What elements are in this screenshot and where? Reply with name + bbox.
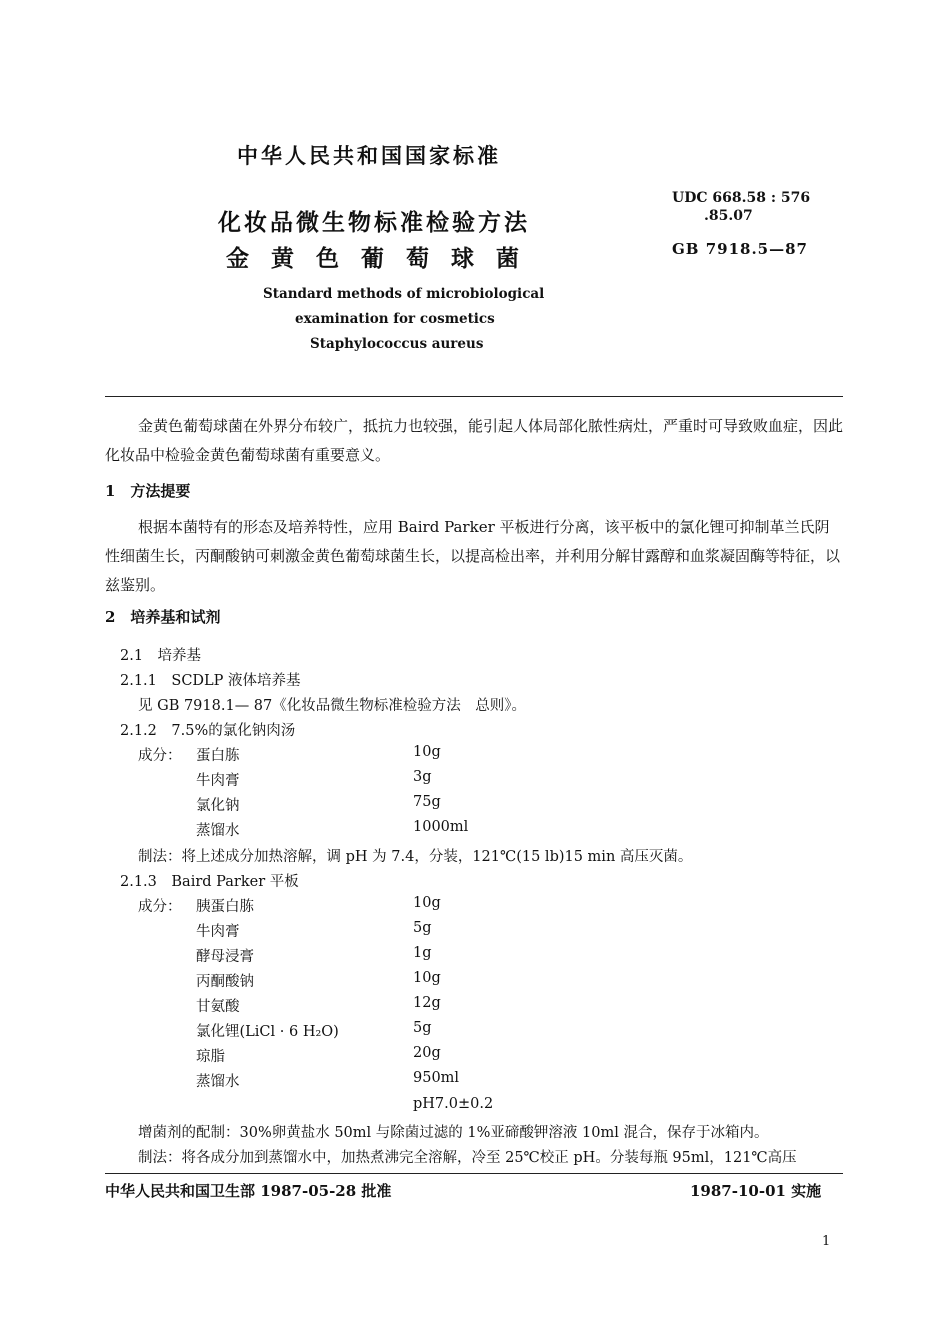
ingredient-name: 琼脂 [196,1049,225,1065]
page-number: 1 [822,1234,831,1249]
section-2-1-2-heading: 2.1.2 7.5%的氯化钠肉汤 [120,723,296,739]
english-title-line2: examination for cosmetics [295,311,495,327]
ingredient-amount: 10g [413,970,441,986]
ingredients-label: 成分： [138,748,182,764]
ingredients-label: 成分： [138,899,182,915]
ingredient-amount: 10g [413,895,441,911]
ingredient-name: 蛋白胨 [196,748,240,764]
section-2-1-heading: 2.1 培养基 [120,648,202,664]
ingredient-amount: 5g [413,920,432,936]
section-1-heading: 1 方法提要 [105,482,191,500]
ingredient-name: 丙酮酸钠 [196,974,254,990]
english-title-line1: Standard methods of microbiological [263,286,545,302]
gb-number: GB 7918.5—87 [672,240,808,258]
document-subtitle: 金 黄 色 葡 萄 球 菌 [226,246,527,272]
udc-code: UDC 668.58 : 576 [672,190,811,206]
preparation-method: 制法：将各成分加到蒸馏水中，加热煮沸完全溶解，冷至 25℃校正 pH。分装每瓶 95ml，121℃高压 [138,1150,797,1166]
ingredient-amount: 75g [413,794,441,810]
section-2-heading: 2 培养基和试剂 [105,608,221,626]
ph-value: pH7.0±0.2 [413,1096,494,1112]
document-title: 化妆品微生物标准检验方法 [218,210,530,236]
implementation-date: 1987-10-01 实施 [690,1182,822,1200]
footer-divider [105,1173,843,1174]
ingredient-name: 蒸馏水 [196,823,240,839]
preparation-method: 制法：将上述成分加热溶解，调 pH 为 7.4，分装，121℃(15 lb)15 min 高压灭菌。 [138,849,693,865]
section-2-1-1-text: 见 GB 7918.1— 87《化妆品微生物标准检验方法 总则》。 [138,698,527,714]
ingredient-name: 牛肉膏 [196,773,240,789]
ingredient-name: 氯化锂(LiCl · 6 H₂O) [196,1024,339,1040]
enrichment-preparation: 增菌剂的配制：30%卵黄盐水 50ml 与除菌过滤的 1%亚碲酸钾溶液 10ml 混合，保存于冰箱内。 [138,1125,769,1141]
section-2-1-1-heading: 2.1.1 SCDLP 液体培养基 [120,673,301,689]
ingredient-amount: 1000ml [413,819,469,835]
intro-paragraph: 金黄色葡萄球菌在外界分布较广，抵抗力也较强，能引起人体局部化脓性病灶，严重时可导致败血症，因此化妆品中检验金黄色葡萄球菌有重要意义。 [105,417,844,464]
ingredient-name: 氯化钠 [196,798,240,814]
ingredient-amount: 1g [413,945,432,961]
udc-code-cont: .85.07 [704,208,753,224]
ingredient-amount: 5g [413,1020,432,1036]
ingredient-amount: 10g [413,744,441,760]
ingredient-amount: 3g [413,769,432,785]
header-divider [105,396,843,397]
english-title-line3: Staphylococcus aureus [310,336,484,352]
section-1-text: 根据本菌特有的形态及培养特性，应用 Baird Parker 平板进行分离，该平板中的氯化锂可抑制革兰氏阴性细菌生长，丙酮酸钠可刺激金黄色葡萄球菌生长，以提高检出率，并利用分解甘露醇和血浆凝固酶等特征，以兹鉴别。 [105,518,841,594]
ingredient-name: 牛肉膏 [196,924,240,940]
ingredient-name: 酵母浸膏 [196,949,254,965]
approval-line: 中华人民共和国卫生部 1987-05-28 批准 [105,1182,392,1200]
ingredient-amount: 950ml [413,1070,460,1086]
national-standard-heading: 中华人民共和国国家标准 [237,144,501,168]
ingredient-name: 胰蛋白胨 [196,899,254,915]
ingredient-amount: 20g [413,1045,441,1061]
ingredient-amount: 12g [413,995,441,1011]
ingredient-name: 蒸馏水 [196,1074,240,1090]
section-2-1-3-heading: 2.1.3 Baird Parker 平板 [120,874,299,890]
ingredient-name: 甘氨酸 [196,999,240,1015]
